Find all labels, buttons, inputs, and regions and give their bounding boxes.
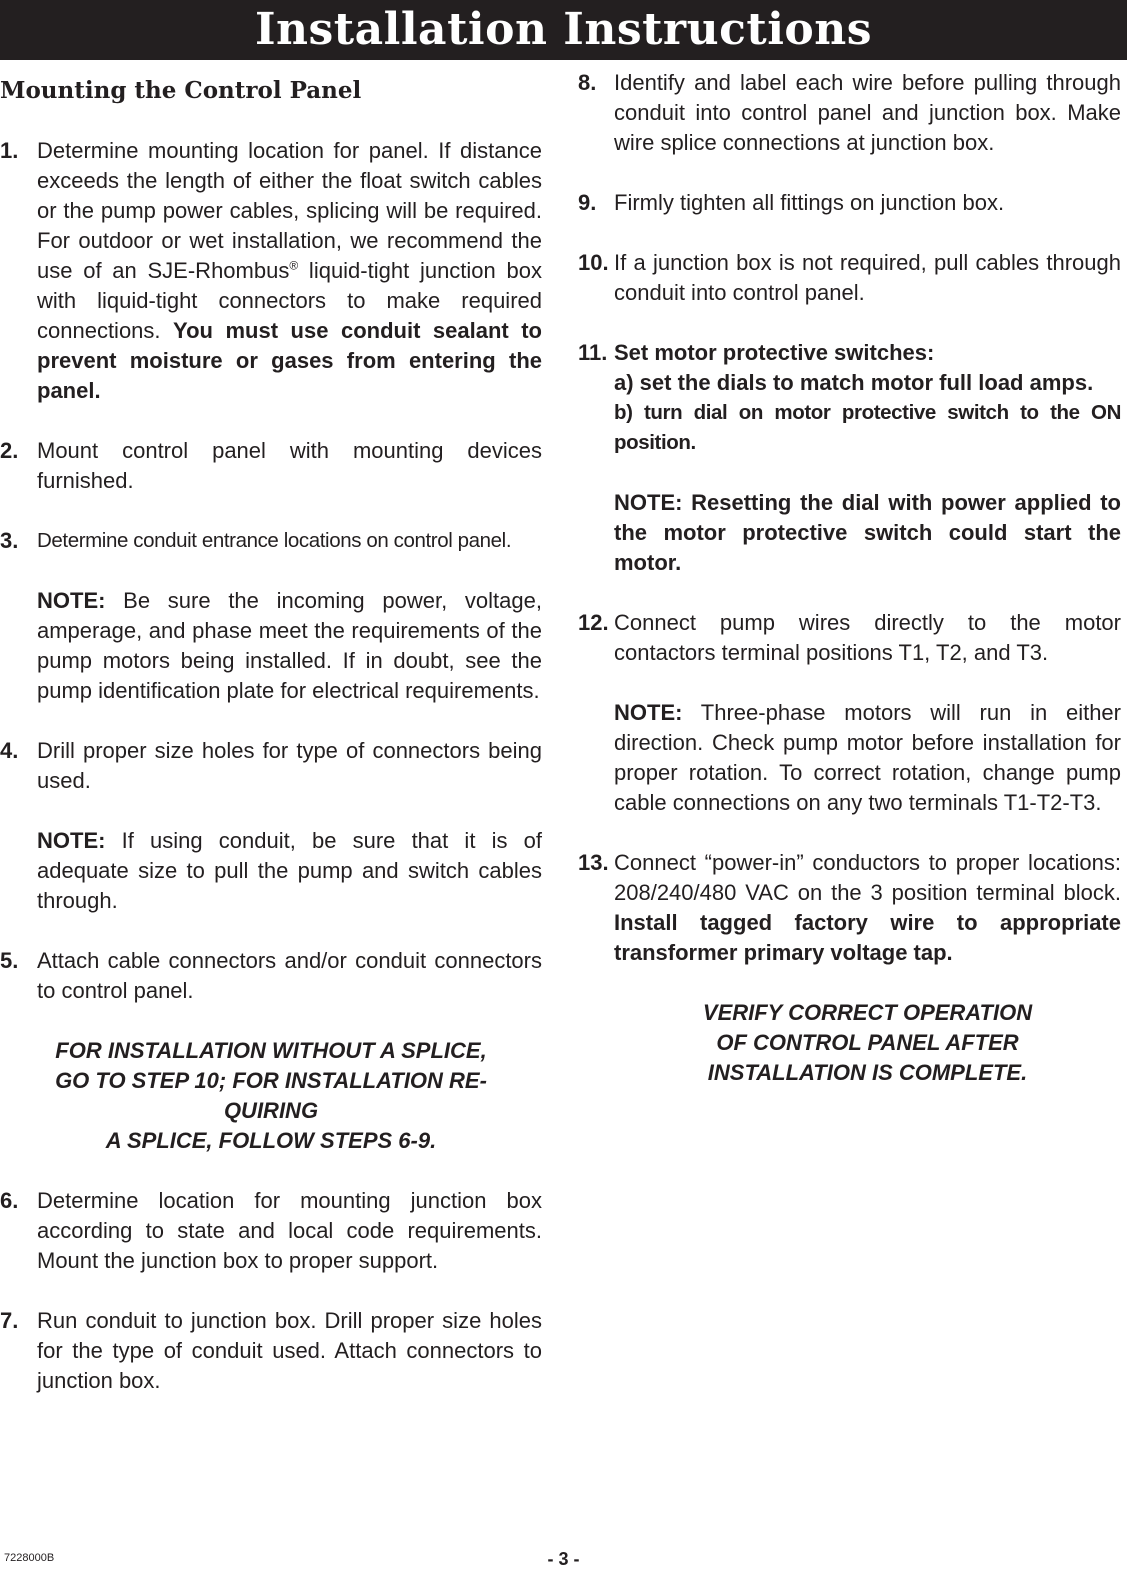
step-1 <box>0 136 542 406</box>
step-text: Determine location for mounting junction box according to state and local code requirements. Mount the junction box to proper support. <box>37 1188 542 1273</box>
verify-line: OF CONTROL PANEL AFTER <box>716 1030 1019 1055</box>
step-warning: You must use conduit sealant to prevent moisture or gases from entering the panel. <box>37 318 542 403</box>
step-4 <box>0 736 542 916</box>
step-3 <box>0 526 542 706</box>
step-note <box>37 586 542 706</box>
note-text: Three-phase motors will run in either direction. Check pump motor before installation for proper rotation. To correct rotation, change pump cable connections on any two terminals T1-T2-T3. <box>614 700 1121 815</box>
step-text: Run conduit to junction box. Drill proper size holes for the type of conduit used. Attach connectors to junction box. <box>37 1308 542 1393</box>
step-2 <box>0 436 542 496</box>
step-8 <box>578 68 1121 158</box>
step-number: 13. <box>578 850 609 875</box>
step-5 <box>0 946 542 1006</box>
left-column <box>0 60 542 1396</box>
step-text: Identify and label each wire before pulling through conduit into control panel and junction box. Make wire splice connections at junction box. <box>614 70 1121 155</box>
step-warning: Install tagged factory wire to appropriate transformer primary voltage tap. <box>614 910 1121 965</box>
splice-line: A SPLICE, FOLLOW STEPS 6-9. <box>105 1128 437 1153</box>
document-code: 7228000B <box>4 1552 55 1564</box>
section-title: Mounting the Control Panel <box>0 77 362 104</box>
verify-line: INSTALLATION IS COMPLETE. <box>707 1060 1028 1085</box>
step-text: Firmly tighten all fittings on junction box. <box>614 190 1005 215</box>
splice-line: FOR INSTALLATION WITHOUT A SPLICE, <box>55 1038 487 1063</box>
step-text: Connect “power-in” conductors to proper locations: 208/240/480 VAC on the 3 position terminal block. <box>614 850 1121 905</box>
step-number: 2. <box>0 438 19 463</box>
step-number: 5. <box>0 948 19 973</box>
step-number: 6. <box>0 1188 19 1213</box>
step-text: Drill proper size holes for type of connectors being used. <box>37 738 542 793</box>
step-text: Determine conduit entrance locations on control panel. <box>37 529 512 552</box>
step-note <box>614 698 1121 818</box>
step-number: 4. <box>0 738 19 763</box>
step-9 <box>578 188 1121 218</box>
step-number: 10. <box>578 250 609 275</box>
step-sub-a: a) set the dials to match motor full load amps. <box>614 370 1094 395</box>
step-title: Set motor protective switches: <box>614 340 935 365</box>
step-note <box>37 826 542 916</box>
step-7 <box>0 1306 542 1396</box>
splice-instruction <box>0 1036 542 1156</box>
verify-line: VERIFY CORRECT OPERATION <box>702 1000 1033 1025</box>
page-title: Installation Instructions <box>0 0 1127 60</box>
step-note: NOTE: Resetting the dial with power applied to the motor protective switch could start the motor. <box>614 490 1121 575</box>
step-12 <box>578 608 1121 818</box>
step-text: Attach cable connectors and/or conduit connectors to control panel. <box>37 948 542 1003</box>
page-number: - 3 - <box>547 1549 580 1569</box>
step-number: 7. <box>0 1308 19 1333</box>
step-6 <box>0 1186 542 1276</box>
step-number: 11. <box>578 340 608 365</box>
splice-line: QUIRING <box>223 1098 319 1123</box>
step-13 <box>578 848 1121 968</box>
registered-mark: ® <box>289 258 299 273</box>
step-text: Determine mounting location for panel. If distance exceeds the length of either the float switch cables or the pump power cables, splicing will be required. For outdoor or wet installation, we recommend the use of an SJE-Rhombus <box>37 138 542 283</box>
step-number: 1. <box>0 138 19 163</box>
step-11 <box>578 338 1121 578</box>
note-label: NOTE: <box>37 828 106 853</box>
splice-line: GO TO STEP 10; FOR INSTALLATION RE- <box>55 1068 487 1093</box>
step-text: Connect pump wires directly to the motor contactors terminal positions T1, T2, and T3. <box>614 610 1121 665</box>
verify-notice <box>578 998 1121 1088</box>
step-10 <box>578 248 1121 308</box>
right-column <box>578 60 1121 1088</box>
step-number: 12. <box>578 610 609 635</box>
step-text: If a junction box is not required, pull cables through conduit into control panel. <box>614 250 1121 305</box>
step-number: 3. <box>0 528 19 553</box>
note-label: NOTE: <box>37 588 106 613</box>
step-number: 8. <box>578 70 597 95</box>
note-text: If using conduit, be sure that it is of adequate size to pull the pump and switch cables through. <box>37 828 542 913</box>
step-sub-b: b) turn dial on motor protective switch to the ON position. <box>614 401 1121 454</box>
step-text-cont: liquid-tight junction box with liquid-tight connectors to make required connections. <box>37 258 542 343</box>
note-text: Be sure the incoming power, voltage, amperage, and phase meet the requirements of the pump motors being installed. If in doubt, see the pump identification plate for electrical requirements. <box>37 588 542 703</box>
step-number: 9. <box>578 190 597 215</box>
note-label: NOTE: <box>614 700 683 725</box>
step-text: Mount control panel with mounting devices furnished. <box>37 438 542 493</box>
